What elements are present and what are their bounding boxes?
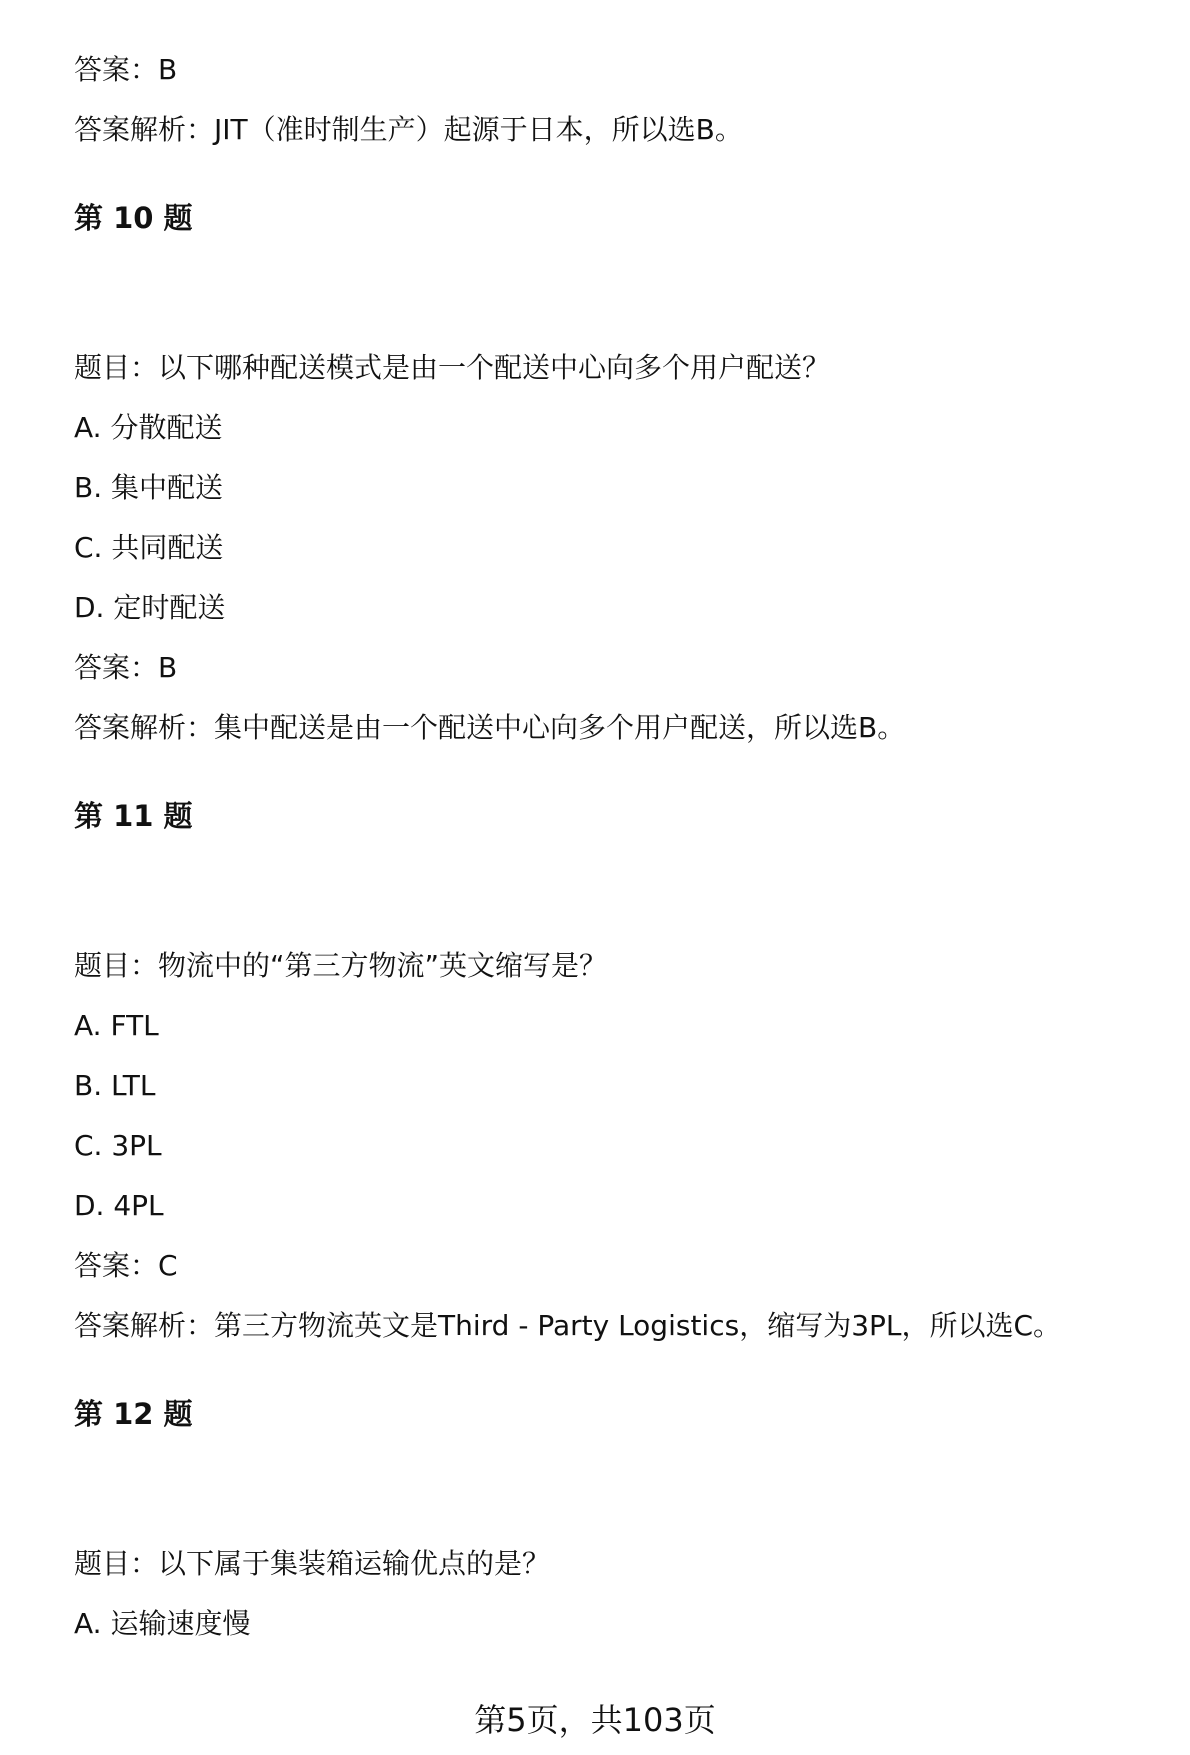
q12-heading: 第 12 题: [74, 1397, 193, 1431]
q12-question: 题目：以下属于集装箱运输优点的是？: [74, 1547, 551, 1580]
q10-option-c: C. 共同配送: [74, 531, 224, 564]
q10-heading: 第 10 题: [74, 201, 193, 235]
q11-option-a: A. FTL: [74, 1009, 159, 1042]
q11-explanation: 答案解析：第三方物流英文是Third - Party Logistics，缩写为3PL，所以选C。: [74, 1309, 1062, 1342]
q10-option-d: D. 定时配送: [74, 591, 226, 624]
q10-answer: 答案：B: [74, 651, 178, 684]
q9-explanation: 答案解析：JIT（准时制生产）起源于日本，所以选B。: [74, 113, 743, 146]
q11-answer: 答案：C: [74, 1249, 178, 1282]
q11-option-b: B. LTL: [74, 1069, 156, 1102]
q11-question: 题目：物流中的“第三方物流”英文缩写是？: [74, 949, 608, 982]
q11-option-c: C. 3PL: [74, 1129, 162, 1162]
q12-option-a: A. 运输速度慢: [74, 1607, 251, 1640]
q10-question: 题目：以下哪种配送模式是由一个配送中心向多个用户配送？: [74, 351, 831, 384]
q11-heading: 第 11 题: [74, 799, 193, 833]
q11-option-d: D. 4PL: [74, 1189, 164, 1222]
q9-answer: 答案：B: [74, 53, 178, 86]
q10-option-a: A. 分散配送: [74, 411, 223, 444]
q10-option-b: B. 集中配送: [74, 471, 224, 504]
q10-explanation: 答案解析：集中配送是由一个配送中心向多个用户配送，所以选B。: [74, 711, 906, 744]
page-number: 第5页，共103页: [474, 1701, 716, 1739]
